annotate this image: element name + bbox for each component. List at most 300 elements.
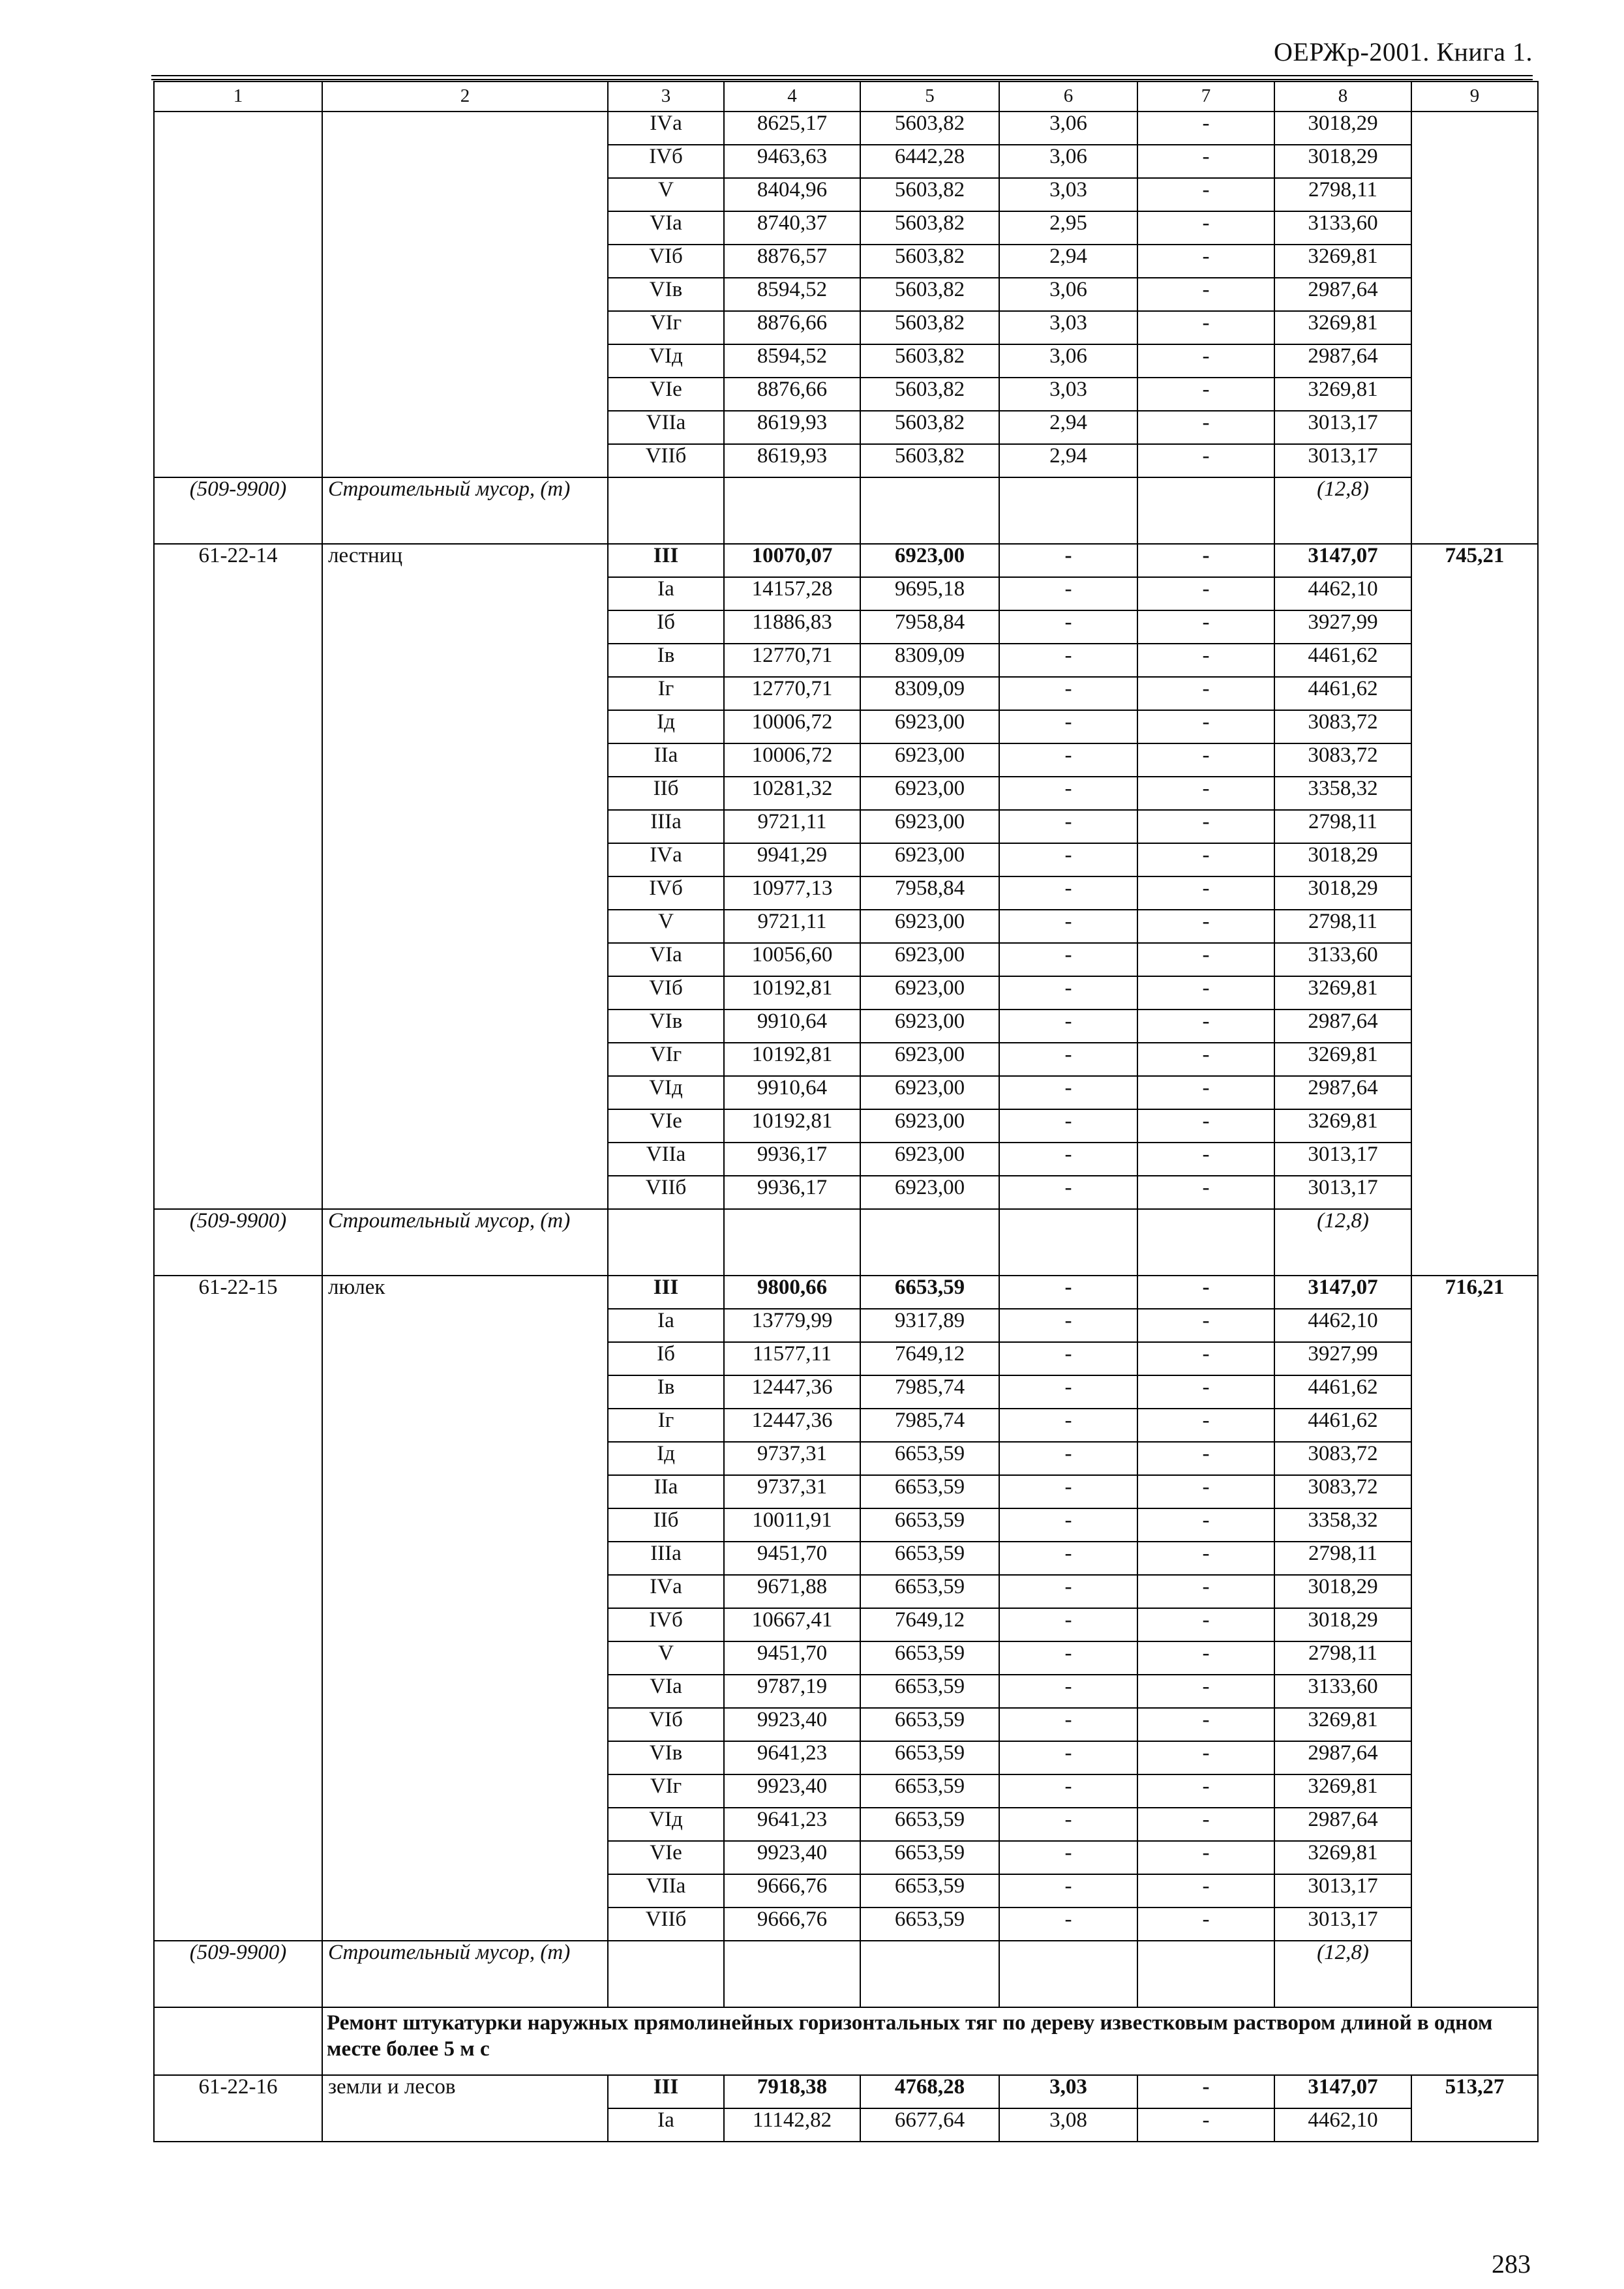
column-number-row [154,82,1538,112]
machines-cell: - [999,1143,1137,1176]
materials-cell: 3269,81 [1274,245,1411,278]
column-number: 7 [1137,82,1274,112]
materials-cell: 3018,29 [1274,112,1411,145]
direct-cost-cell: 8740,37 [724,211,860,245]
machines-cell: - [999,1575,1137,1608]
direct-cost-cell: 9936,17 [724,1176,860,1209]
region-cell: IVб [608,1608,724,1641]
wages-cell: 5603,82 [860,444,999,477]
driver-wages-cell: - [1137,1874,1274,1908]
direct-cost-cell: 9666,76 [724,1874,860,1908]
driver-wages-cell: - [1137,544,1274,577]
wages-cell: 5603,82 [860,378,999,411]
materials-cell: 3133,60 [1274,943,1411,976]
region-cell: IVа [608,1575,724,1608]
driver-wages-cell: - [1137,1508,1274,1542]
code-column-continued [154,112,322,477]
work-name: земли и лесов [322,2075,608,2142]
region-cell: VIб [608,245,724,278]
region-cell: Iв [608,1375,724,1409]
direct-cost-cell: 8876,66 [724,378,860,411]
machines-cell: - [999,610,1137,644]
driver-wages-cell: - [1137,1043,1274,1076]
norm-code: 61-22-15 [154,1276,322,1941]
materials-cell: 2798,11 [1274,810,1411,843]
machines-cell: - [999,1342,1137,1375]
materials-cell: 3018,29 [1274,145,1411,178]
wages-cell: 4768,28 [860,2075,999,2108]
section-heading-row [154,2007,1538,2075]
materials-cell: 4462,10 [1274,577,1411,610]
direct-cost-cell: 9910,64 [724,1076,860,1109]
wages-cell: 6923,00 [860,1143,999,1176]
materials-cell: 4462,10 [1274,2108,1411,2142]
norm-code: 61-22-16 [154,2075,322,2142]
table-row [154,544,1538,577]
materials-cell: 4461,62 [1274,1409,1411,1442]
materials-cell: 2987,64 [1274,1741,1411,1774]
empty-cell [999,1209,1137,1276]
materials-cell: 2798,11 [1274,178,1411,211]
empty-cell [860,1941,999,2007]
debris-quantity: (12,8) [1274,1209,1411,1276]
driver-wages-cell: - [1137,1774,1274,1808]
driver-wages-cell: - [1137,1741,1274,1774]
machines-cell: - [999,710,1137,743]
machines-cell: - [999,743,1137,777]
machines-cell: - [999,1109,1137,1143]
region-cell: VIв [608,1010,724,1043]
direct-cost-cell: 10070,07 [724,544,860,577]
machines-cell: - [999,1874,1137,1908]
wages-cell: 6923,00 [860,910,999,943]
cost-per-unit-cell-continued [1411,112,1538,544]
empty-cell [860,477,999,544]
region-cell: III [608,1276,724,1309]
driver-wages-cell: - [1137,1375,1274,1409]
wages-cell: 9317,89 [860,1309,999,1342]
wages-cell: 6653,59 [860,1641,999,1675]
machines-cell: - [999,1675,1137,1708]
work-name: люлек [322,1276,608,1941]
region-cell: VIг [608,1043,724,1076]
driver-wages-cell: - [1137,444,1274,477]
column-number: 1 [154,82,322,112]
region-cell: VIг [608,1774,724,1808]
materials-cell: 4461,62 [1274,1375,1411,1409]
direct-cost-cell: 10056,60 [724,943,860,976]
empty-cell [724,1209,860,1276]
column-number: 8 [1274,82,1411,112]
materials-cell: 3269,81 [1274,1708,1411,1741]
wages-cell: 6923,00 [860,1076,999,1109]
driver-wages-cell: - [1137,577,1274,610]
materials-cell: 3133,60 [1274,1675,1411,1708]
direct-cost-cell: 12447,36 [724,1409,860,1442]
region-cell: III [608,544,724,577]
region-cell: IIб [608,777,724,810]
wages-cell: 6442,28 [860,145,999,178]
direct-cost-cell: 10977,13 [724,876,860,910]
materials-cell: 3018,29 [1274,876,1411,910]
wages-cell: 7985,74 [860,1409,999,1442]
driver-wages-cell: - [1137,1908,1274,1941]
driver-wages-cell: - [1137,211,1274,245]
cost-per-unit-cell: 745,21 [1411,544,1538,1276]
materials-cell: 3147,07 [1274,544,1411,577]
direct-cost-cell: 12447,36 [724,1375,860,1409]
wages-cell: 6653,59 [860,1542,999,1575]
name-column-continued [322,112,608,477]
wages-cell: 6653,59 [860,1774,999,1808]
machines-cell: - [999,677,1137,710]
column-number: 2 [322,82,608,112]
direct-cost-cell: 8876,66 [724,311,860,344]
empty-cell [724,477,860,544]
machines-cell: - [999,810,1137,843]
direct-cost-cell: 9721,11 [724,910,860,943]
direct-cost-cell: 10006,72 [724,710,860,743]
debris-quantity: (12,8) [1274,1941,1411,2007]
machines-cell: - [999,1176,1137,1209]
wages-cell: 6653,59 [860,1675,999,1708]
driver-wages-cell: - [1137,1176,1274,1209]
empty-cell [608,1941,724,2007]
driver-wages-cell: - [1137,1542,1274,1575]
machines-cell: 3,03 [999,2075,1137,2108]
wages-cell: 7958,84 [860,610,999,644]
wages-cell: 6923,00 [860,1043,999,1076]
page-number: 283 [1492,2249,1531,2279]
driver-wages-cell: - [1137,145,1274,178]
machines-cell: - [999,1375,1137,1409]
machines-cell: 3,06 [999,344,1137,378]
wages-cell: 7649,12 [860,1342,999,1375]
machines-cell: 3,06 [999,145,1137,178]
driver-wages-cell: - [1137,1076,1274,1109]
materials-cell: 3018,29 [1274,1575,1411,1608]
wages-cell: 6923,00 [860,1109,999,1143]
machines-cell: - [999,1409,1137,1442]
materials-cell: 3147,07 [1274,2075,1411,2108]
work-name: лестниц [322,544,608,1209]
debris-row [154,1209,1538,1276]
region-cell: VIв [608,1741,724,1774]
machines-cell: - [999,1641,1137,1675]
materials-cell: 3269,81 [1274,1841,1411,1874]
driver-wages-cell: - [1137,245,1274,278]
driver-wages-cell: - [1137,178,1274,211]
direct-cost-cell: 9923,40 [724,1841,860,1874]
driver-wages-cell: - [1137,777,1274,810]
empty-cell [1137,1941,1274,2007]
machines-cell: 3,06 [999,278,1137,311]
materials-cell: 2987,64 [1274,1010,1411,1043]
region-cell: VIIб [608,444,724,477]
region-cell: VIа [608,1675,724,1708]
cost-per-unit-cell: 716,21 [1411,1276,1538,2007]
driver-wages-cell: - [1137,644,1274,677]
region-cell: VIб [608,1708,724,1741]
direct-cost-cell: 9641,23 [724,1808,860,1841]
materials-cell: 2987,64 [1274,278,1411,311]
region-cell: VIIа [608,1874,724,1908]
driver-wages-cell: - [1137,1475,1274,1508]
norm-code: 61-22-14 [154,544,322,1209]
driver-wages-cell: - [1137,344,1274,378]
region-cell: IIа [608,1475,724,1508]
debris-name: Строительный мусор, (т) [322,1209,608,1276]
machines-cell: - [999,1508,1137,1542]
materials-cell: 3013,17 [1274,1874,1411,1908]
debris-quantity: (12,8) [1274,477,1411,544]
driver-wages-cell: - [1137,1010,1274,1043]
machines-cell: - [999,1475,1137,1508]
direct-cost-cell: 8876,57 [724,245,860,278]
empty-cell [724,1941,860,2007]
wages-cell: 6653,59 [860,1874,999,1908]
materials-cell: 3013,17 [1274,1908,1411,1941]
region-cell: IVб [608,145,724,178]
region-cell: Iа [608,2108,724,2142]
region-cell: V [608,1641,724,1675]
machines-cell: - [999,876,1137,910]
region-cell: IIIа [608,1542,724,1575]
direct-cost-cell: 10192,81 [724,976,860,1010]
debris-code: (509-9900) [154,1209,322,1276]
machines-cell: - [999,1808,1137,1841]
wages-cell: 9695,18 [860,577,999,610]
section-heading: Ремонт штукатурки наружных прямолинейных горизонтальных тяг по дереву известковым раствором длиной в одном месте более 5 м с [322,2007,1538,2075]
region-cell: VIIб [608,1908,724,1941]
empty-cell [860,1209,999,1276]
driver-wages-cell: - [1137,311,1274,344]
driver-wages-cell: - [1137,810,1274,843]
machines-cell: - [999,1542,1137,1575]
machines-cell: - [999,976,1137,1010]
direct-cost-cell: 9666,76 [724,1908,860,1941]
region-cell: VIв [608,278,724,311]
table-row [154,112,1538,145]
direct-cost-cell: 10192,81 [724,1043,860,1076]
debris-code: (509-9900) [154,477,322,544]
driver-wages-cell: - [1137,112,1274,145]
wages-cell: 5603,82 [860,344,999,378]
region-cell: VIг [608,311,724,344]
wages-cell: 6923,00 [860,777,999,810]
materials-cell: 2798,11 [1274,910,1411,943]
wages-cell: 7958,84 [860,876,999,910]
machines-cell: 3,03 [999,311,1137,344]
driver-wages-cell: - [1137,1708,1274,1741]
direct-cost-cell: 9941,29 [724,843,860,876]
debris-row [154,477,1538,544]
wages-cell: 8309,09 [860,644,999,677]
region-cell: Iб [608,610,724,644]
direct-cost-cell: 14157,28 [724,577,860,610]
machines-cell: - [999,1043,1137,1076]
driver-wages-cell: - [1137,910,1274,943]
region-cell: VIб [608,976,724,1010]
region-cell: Iб [608,1342,724,1375]
empty-cell [1137,477,1274,544]
driver-wages-cell: - [1137,2075,1274,2108]
wages-cell: 5603,82 [860,178,999,211]
header-rule [151,75,1533,76]
driver-wages-cell: - [1137,1109,1274,1143]
direct-cost-cell: 9787,19 [724,1675,860,1708]
driver-wages-cell: - [1137,1675,1274,1708]
machines-cell: - [999,1442,1137,1475]
materials-cell: 3018,29 [1274,1608,1411,1641]
driver-wages-cell: - [1137,411,1274,444]
machines-cell: 2,94 [999,245,1137,278]
driver-wages-cell: - [1137,1608,1274,1641]
direct-cost-cell: 9936,17 [724,1143,860,1176]
materials-cell: 4461,62 [1274,644,1411,677]
driver-wages-cell: - [1137,1808,1274,1841]
materials-cell: 2987,64 [1274,1808,1411,1841]
direct-cost-cell: 9463,63 [724,145,860,178]
wages-cell: 5603,82 [860,311,999,344]
materials-cell: 3013,17 [1274,444,1411,477]
materials-cell: 3018,29 [1274,843,1411,876]
materials-cell: 3269,81 [1274,378,1411,411]
region-cell: Iг [608,1409,724,1442]
wages-cell: 6923,00 [860,1010,999,1043]
debris-name: Строительный мусор, (т) [322,477,608,544]
driver-wages-cell: - [1137,1342,1274,1375]
driver-wages-cell: - [1137,976,1274,1010]
region-cell: VIд [608,1076,724,1109]
machines-cell: 2,94 [999,444,1137,477]
materials-cell: 3133,60 [1274,211,1411,245]
wages-cell: 8309,09 [860,677,999,710]
direct-cost-cell: 9800,66 [724,1276,860,1309]
wages-cell: 6923,00 [860,810,999,843]
direct-cost-cell: 10192,81 [724,1109,860,1143]
header-rule [151,79,1533,80]
direct-cost-cell: 9641,23 [724,1741,860,1774]
materials-cell: 2798,11 [1274,1641,1411,1675]
machines-cell: 2,94 [999,411,1137,444]
machines-cell: 2,95 [999,211,1137,245]
machines-cell: - [999,1841,1137,1874]
driver-wages-cell: - [1137,610,1274,644]
driver-wages-cell: - [1137,1442,1274,1475]
region-cell: VIе [608,1841,724,1874]
driver-wages-cell: - [1137,710,1274,743]
driver-wages-cell: - [1137,1841,1274,1874]
machines-cell: - [999,777,1137,810]
debris-name: Строительный мусор, (т) [322,1941,608,2007]
materials-cell: 4462,10 [1274,1309,1411,1342]
materials-cell: 3083,72 [1274,743,1411,777]
empty-cell [999,1941,1137,2007]
region-cell: VIIб [608,1176,724,1209]
materials-cell: 3013,17 [1274,1176,1411,1209]
materials-cell: 2987,64 [1274,344,1411,378]
wages-cell: 6653,59 [860,1841,999,1874]
materials-cell: 3083,72 [1274,710,1411,743]
empty-cell [608,1209,724,1276]
region-cell: Iг [608,677,724,710]
materials-cell: 3147,07 [1274,1276,1411,1309]
wages-cell: 5603,82 [860,112,999,145]
direct-cost-cell: 8625,17 [724,112,860,145]
driver-wages-cell: - [1137,1143,1274,1176]
driver-wages-cell: - [1137,743,1274,777]
direct-cost-cell: 9451,70 [724,1641,860,1675]
driver-wages-cell: - [1137,278,1274,311]
wages-cell: 6923,00 [860,743,999,777]
machines-cell: 3,03 [999,378,1137,411]
document-header-title: ОЕРЖр-2001. Книга 1. [1274,37,1533,67]
machines-cell: - [999,1608,1137,1641]
driver-wages-cell: - [1137,677,1274,710]
region-cell: VIд [608,1808,724,1841]
direct-cost-cell: 8594,52 [724,278,860,311]
machines-cell: 3,03 [999,178,1137,211]
wages-cell: 5603,82 [860,411,999,444]
machines-cell: - [999,1908,1137,1941]
machines-cell: - [999,544,1137,577]
wages-cell: 6653,59 [860,1808,999,1841]
region-cell: V [608,178,724,211]
materials-cell: 3927,99 [1274,1342,1411,1375]
region-cell: IVа [608,112,724,145]
region-cell: IIIа [608,810,724,843]
region-cell: III [608,2075,724,2108]
region-cell: Iд [608,1442,724,1475]
region-cell: IVа [608,843,724,876]
direct-cost-cell: 13779,99 [724,1309,860,1342]
wages-cell: 6653,59 [860,1508,999,1542]
machines-cell: - [999,644,1137,677]
empty-cell [608,477,724,544]
machines-cell: - [999,1276,1137,1309]
column-number: 3 [608,82,724,112]
column-number: 4 [724,82,860,112]
wages-cell: 6653,59 [860,1741,999,1774]
direct-cost-cell: 9671,88 [724,1575,860,1608]
driver-wages-cell: - [1137,1575,1274,1608]
materials-cell: 3358,32 [1274,777,1411,810]
direct-cost-cell: 8594,52 [724,344,860,378]
region-cell: VIIа [608,1143,724,1176]
machines-cell: 3,06 [999,112,1137,145]
region-cell: IIа [608,743,724,777]
materials-cell: 3927,99 [1274,610,1411,644]
materials-cell: 3013,17 [1274,1143,1411,1176]
direct-cost-cell: 9737,31 [724,1442,860,1475]
wages-cell: 6923,00 [860,1176,999,1209]
machines-cell: 3,08 [999,2108,1137,2142]
wages-cell: 7649,12 [860,1608,999,1641]
direct-cost-cell: 12770,71 [724,677,860,710]
materials-cell: 3269,81 [1274,1109,1411,1143]
wages-cell: 6923,00 [860,843,999,876]
machines-cell: - [999,943,1137,976]
materials-cell: 3269,81 [1274,1043,1411,1076]
driver-wages-cell: - [1137,1276,1274,1309]
region-cell: VIд [608,344,724,378]
driver-wages-cell: - [1137,1309,1274,1342]
column-number: 6 [999,82,1137,112]
region-cell: Iв [608,644,724,677]
driver-wages-cell: - [1137,943,1274,976]
machines-cell: - [999,1010,1137,1043]
